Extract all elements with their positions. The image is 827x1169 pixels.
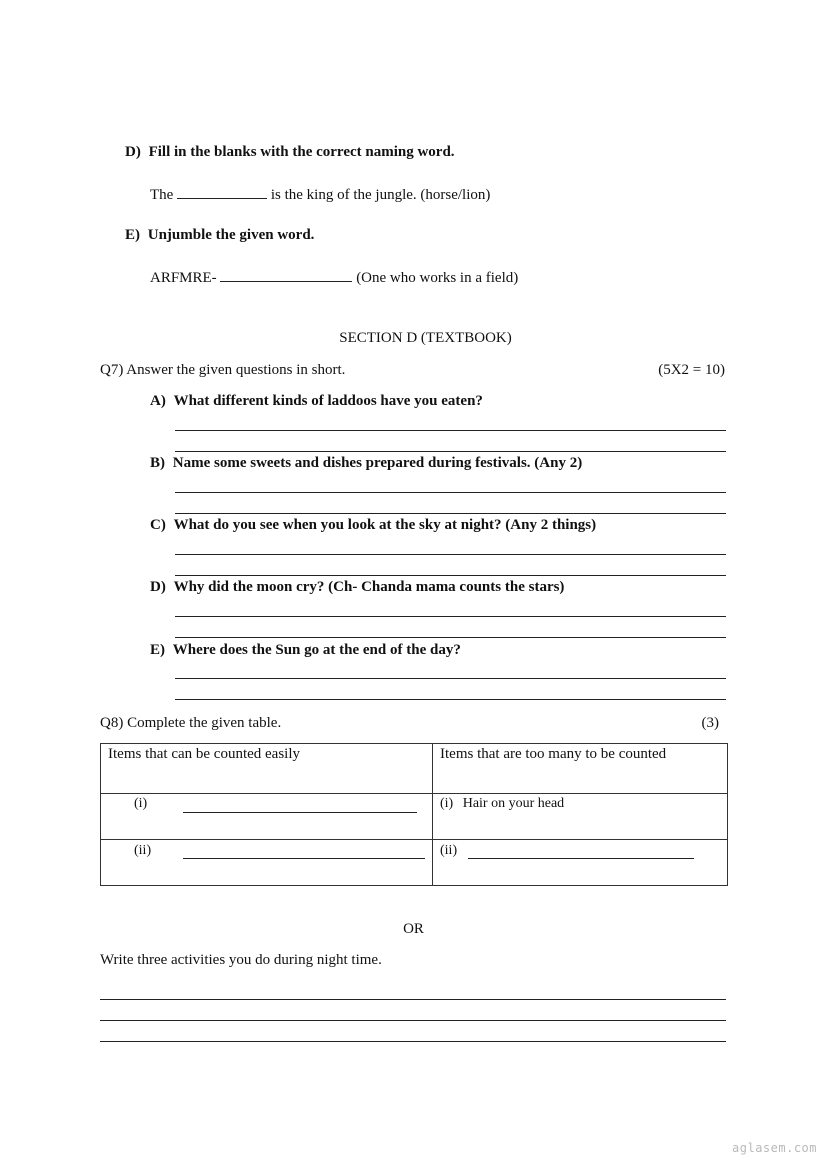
part-e-label: E) — [125, 227, 140, 243]
part-e-heading — [125, 226, 314, 244]
or-question: Write three activities you do during night time. — [100, 952, 382, 968]
table-header-cell — [433, 744, 728, 794]
table-cell — [101, 794, 433, 840]
q7-title: Answer the given questions in short. — [126, 362, 346, 378]
part-d-label: D) — [125, 144, 141, 160]
q8-title: Complete the given table. — [127, 715, 282, 731]
or-divider: OR — [403, 921, 424, 937]
question-label: E) — [150, 642, 165, 658]
q7-question-b — [150, 454, 582, 472]
answer-line[interactable] — [175, 699, 726, 700]
table-cell — [101, 840, 433, 886]
header-left: Items that can be counted easily — [108, 746, 301, 762]
fill-blank[interactable] — [177, 184, 267, 199]
table-header-row — [101, 744, 728, 794]
unjumble-hint: (One who works in a field) — [356, 270, 519, 286]
unjumble-blank[interactable] — [220, 267, 352, 282]
question-text: Why did the moon cry? (Ch- Chanda mama counts the stars) — [173, 579, 565, 595]
table-cell — [433, 840, 728, 886]
row-entry — [440, 796, 564, 812]
answer-line[interactable] — [175, 616, 726, 617]
q7-question-d — [150, 578, 564, 596]
answer-line[interactable] — [100, 999, 726, 1000]
q8-table — [100, 743, 728, 886]
part-d-heading — [125, 143, 455, 161]
question-text: Where does the Sun go at the end of the day? — [172, 642, 461, 658]
part-e-line — [150, 267, 518, 287]
row-number: (i) — [440, 796, 454, 811]
question-text: What different kinds of laddoos have you eaten? — [173, 393, 483, 409]
q7-marks: (5X2 = 10) — [658, 362, 725, 378]
q7-heading — [100, 361, 345, 379]
answer-line[interactable] — [175, 430, 726, 431]
question-label: D) — [150, 579, 166, 595]
q7-question-a — [150, 392, 483, 410]
q8-label: Q8) — [100, 715, 124, 731]
header-right: Items that are too many to be counted — [440, 746, 667, 762]
answer-line[interactable] — [100, 1020, 726, 1021]
row-number: (ii) — [440, 843, 458, 858]
q8-heading — [100, 714, 281, 732]
answer-line[interactable] — [175, 451, 726, 452]
q8-marks: (3) — [701, 715, 719, 731]
row-value: Hair on your head — [462, 796, 565, 811]
part-d-sentence — [150, 184, 490, 204]
question-text: What do you see when you look at the sky at night? (Any 2 things) — [173, 517, 597, 533]
q7-question-e — [150, 641, 461, 659]
sentence-before: The — [150, 187, 174, 203]
watermark: aglasem.com — [732, 1141, 817, 1155]
answer-line[interactable] — [175, 513, 726, 514]
row-number: (ii) — [134, 843, 152, 858]
table-cell — [433, 794, 728, 840]
answer-blank[interactable] — [468, 858, 694, 859]
question-label: A) — [150, 393, 166, 409]
sentence-after: is the king of the jungle. (horse/lion) — [270, 187, 491, 203]
answer-line[interactable] — [175, 575, 726, 576]
section-title: SECTION D (TEXTBOOK) — [339, 330, 512, 346]
part-d-instruction: Fill in the blanks with the correct naming word. — [148, 144, 455, 160]
part-e-instruction: Unjumble the given word. — [147, 227, 315, 243]
answer-blank[interactable] — [183, 858, 425, 859]
answer-blank[interactable] — [183, 812, 417, 813]
question-label: C) — [150, 517, 166, 533]
answer-line[interactable] — [175, 637, 726, 638]
q7-question-c — [150, 516, 596, 534]
question-label: B) — [150, 455, 165, 471]
jumbled-word: ARFMRE- — [150, 270, 217, 286]
table-row — [101, 794, 728, 840]
answer-line[interactable] — [175, 492, 726, 493]
answer-line[interactable] — [175, 554, 726, 555]
answer-line[interactable] — [175, 678, 726, 679]
question-text: Name some sweets and dishes prepared during festivals. (Any 2) — [172, 455, 583, 471]
table-header-cell — [101, 744, 433, 794]
row-number: (i) — [134, 796, 148, 811]
table-row — [101, 840, 728, 886]
q7-label: Q7) — [100, 362, 124, 378]
answer-line[interactable] — [100, 1041, 726, 1042]
